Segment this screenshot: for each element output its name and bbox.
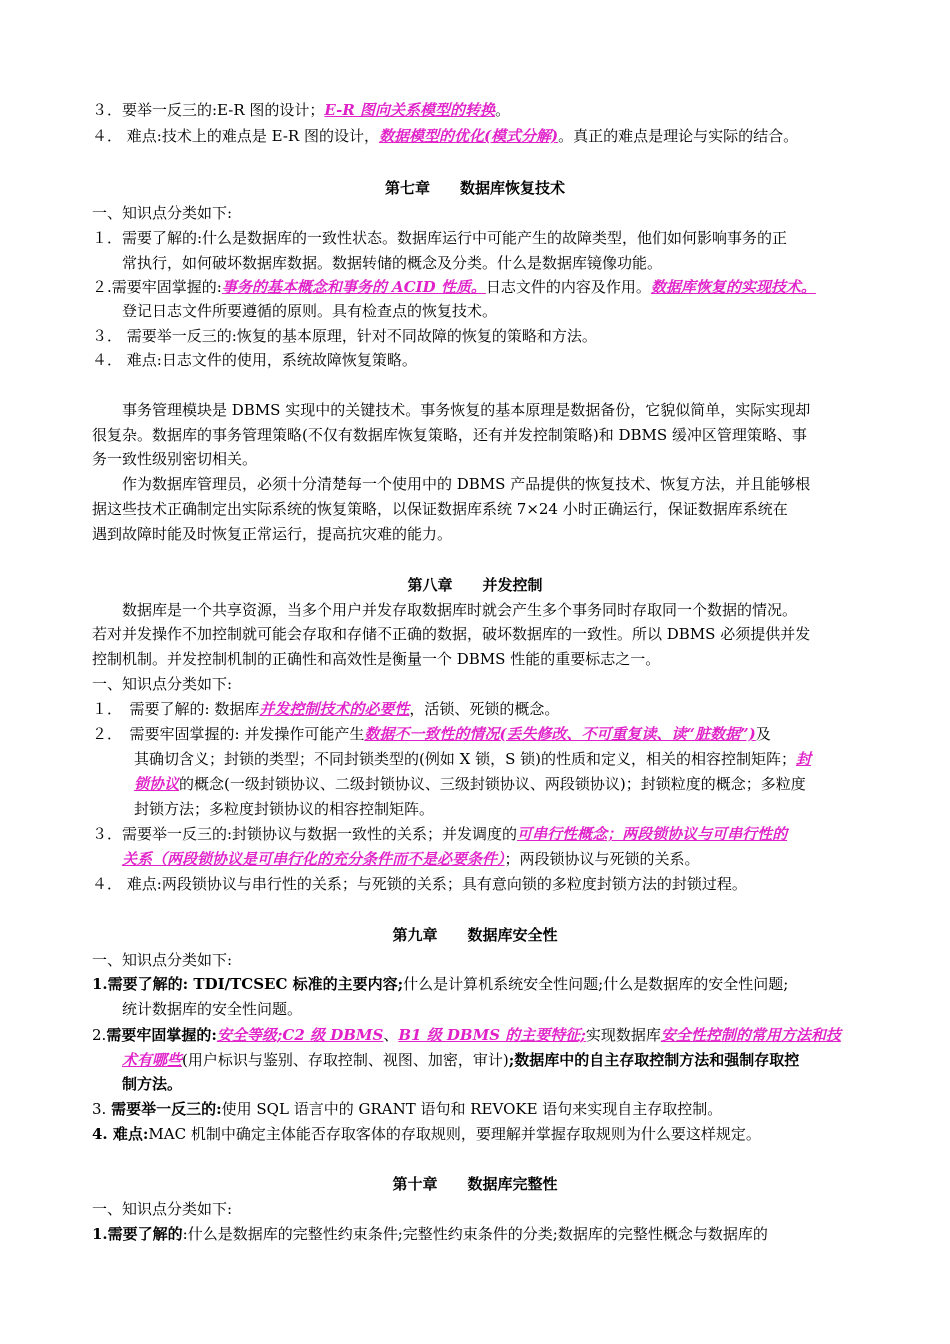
ch9-title: 第九章 数据库安全性 [392, 926, 558, 944]
ch8-item-2-line3: 锁协议的概念(一级封锁协议、二级封锁协议、三级封锁协议、两段锁协议)；封锁粒度的概念；多粒度 [134, 775, 806, 793]
ch8-item-2-line2: 其确切含义；封锁的类型；不同封锁类型的(例如 X 锁，S 锁)的性质和定义，相关的相容控制矩阵；封 [134, 750, 811, 768]
ch7-body-2-line2: 据这些技术正确制定出实际系统的恢复策略，以保证数据库系统 7×24 小时正确运行，保证数据库系统在 [92, 500, 788, 518]
ch8-body-line2: 若对并发操作不加控制就可能会存取和存储不正确的数据，破坏数据库的一致性。所以 DBMS 必须提供并发 [92, 625, 811, 643]
ch8-item-3-line2: 关系（两段锁协议是可串行化的充分条件而不是必要条件）；两段锁协议与死锁的关系。 [122, 850, 700, 868]
ch7-item-3: ３． 需要举一反三的:恢复的基本原理，针对不同故障的恢复的策略和方法。 [92, 327, 597, 345]
ch10-intro: 一、知识点分类如下: [92, 1200, 233, 1218]
ch8-intro: 一、知识点分类如下: [92, 675, 233, 693]
ch8-body-line1: 数据库是一个共享资源，当多个用户并发存取数据库时就会产生多个事务同时存取同一个数据的情况。 [122, 601, 798, 619]
ch9-item-1-line2: 统计数据库的安全性问题。 [122, 1000, 303, 1018]
ch9-item-2-line2: 术有哪些(用户标识与鉴别、存取控制、视图、加密，审计);数据库中的自主存取控制方法和强制存取控 [122, 1051, 800, 1069]
ch7-body-2-line1: 作为数据库管理员，必须十分清楚每一个使用中的 DBMS 产品提供的恢复技术、恢复方法，并且能够根 [122, 475, 811, 493]
ch7-item-1-line1: １．需要了解的:什么是数据库的一致性状态。数据库运行中可能产生的故障类型，他们如何影响事务的正 [92, 229, 788, 247]
ch7-body-1-line3: 务一致性级别密切相关。 [92, 450, 258, 468]
ch8-item-1: １． 需要了解的: 数据库并发控制技术的必要性，活锁、死锁的概念。 [92, 700, 560, 718]
ch8-body-line3: 控制机制。并发控制机制的正确性和高效性是衡量一个 DBMS 性能的重要标志之一。 [92, 650, 661, 668]
ch8-item-4: ４． 难点:两段锁协议与串行性的关系；与死锁的关系；具有意向锁的多粒度封锁方法的封锁过程。 [92, 875, 747, 893]
ch7-item-4: ４． 难点:日志文件的使用，系统故障恢复策略。 [92, 351, 417, 369]
ch7-body-1-line2: 很复杂。数据库的事务管理策略(不仅有数据库恢复策略，还有并发控制策略)和 DBMS 缓冲区管理策略、事 [92, 426, 807, 444]
ch9-item-4: 4. 难点:MAC 机制中确定主体能否存取客体的存取规则，要理解并掌握存取规则为什么要这样规定。 [92, 1125, 761, 1143]
ch7-item-2-line2: 登记日志文件所要遵循的原则。具有检查点的恢复技术。 [122, 302, 498, 320]
ch9-intro: 一、知识点分类如下: [92, 951, 233, 969]
ch7-intro: 一、知识点分类如下: [92, 204, 233, 222]
ch9-item-3: 3. 需要举一反三的:使用 SQL 语言中的 GRANT 语句和 REVOKE 语句来实现自主存取控制。 [92, 1100, 723, 1118]
ch8-item-3-line1: ３．需要举一反三的:封锁协议与数据一致性的关系；并发调度的可串行性概念；两段锁协议与可串行性的 [92, 825, 788, 843]
ch10-title: 第十章 数据库完整性 [392, 1175, 558, 1193]
ch6-item-4: ４． 难点:技术上的难点是 E-R 图的设计，数据模型的优化(模式分解)。真正的难点是理论与实际的结合。 [92, 127, 799, 145]
ch7-item-1-line2: 常执行，如何破坏数据库数据。数据转储的概念及分类。什么是数据库镜像功能。 [122, 254, 663, 272]
ch9-item-1-line1: 1.需要了解的: TDI/TCSEC 标准的主要内容;什么是计算机系统安全性问题;什么是数据库的安全性问题; [92, 975, 789, 993]
ch8-item-2-line4: 封锁方法；多粒度封锁协议的相容控制矩阵。 [134, 800, 435, 818]
ch9-item-2-line3: 制方法。 [122, 1075, 183, 1093]
ch7-title: 第七章 数据库恢复技术 [384, 179, 565, 197]
ch7-body-1-line1: 事务管理模块是 DBMS 实现中的关键技术。事务恢复的基本原理是数据备份，它貌似简单，实际实现却 [122, 401, 811, 419]
ch7-item-2-line1: ２.需要牢固掌握的:事务的基本概念和事务的 ACID 性质。日志文件的内容及作用。数据库恢复的实现技术。 [92, 278, 816, 296]
ch10-item-1-line1: 1.需要了解的:什么是数据库的完整性约束条件;完整性约束条件的分类;数据库的完整性概念与数据库的 [92, 1225, 768, 1243]
ch8-item-2-line1: ２． 需要牢固掌握的: 并发操作可能产生数据不一致性的情况(丢失修改、不可重复读、读“脏数据”)及 [92, 725, 771, 743]
ch7-body-2-line3: 遇到故障时能及时恢复正常运行，提高抗灾难的能力。 [92, 525, 453, 543]
ch8-title: 第八章 并发控制 [407, 576, 543, 594]
ch9-item-2-line1: 2.需要牢固掌握的:安全等级;C2 级 DBMS、B1 级 DBMS 的主要特征;实现数据库安全性控制的常用方法和技 [92, 1026, 841, 1044]
ch6-item-3: ３．要举一反三的:E-R 图的设计；E-R 图向关系模型的转换。 [92, 101, 511, 119]
